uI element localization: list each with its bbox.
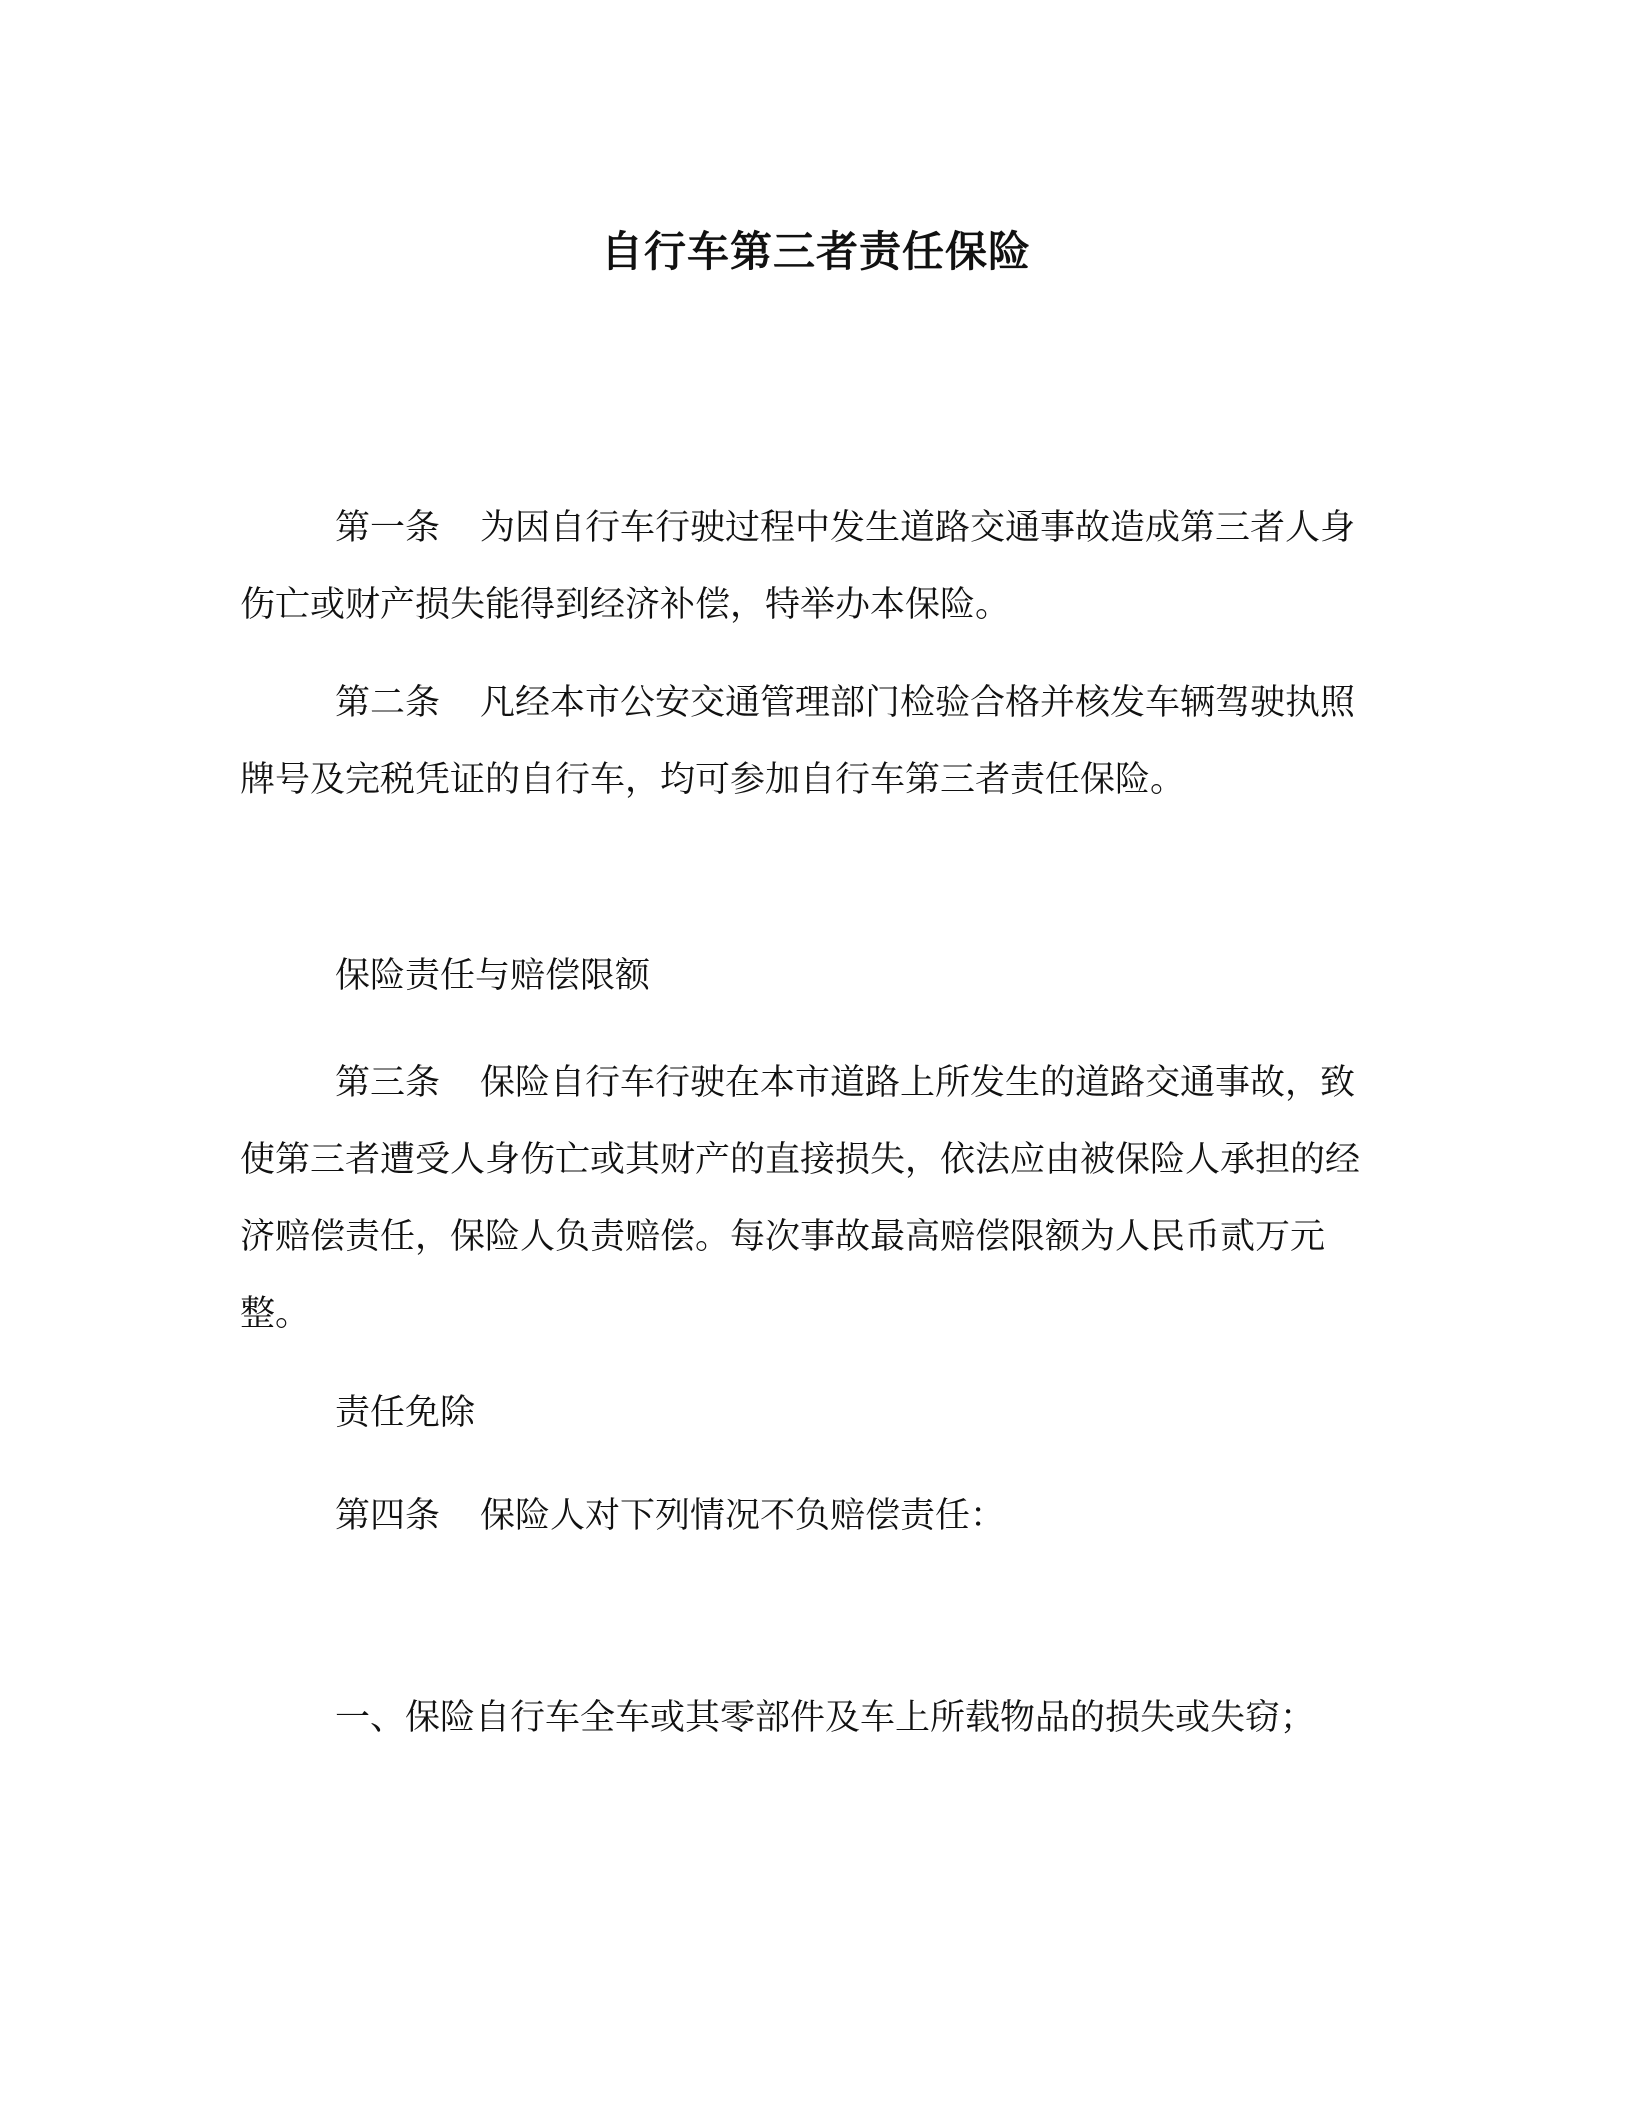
article-2-text: 凡经本市公安交通管理部门检验合格并核发车辆驾驶执照牌号及完税凭证的自行车，均可参加自行车第三者责任保险。	[240, 683, 1356, 800]
article-2-number: 第二条	[335, 683, 441, 723]
article-3-number: 第三条	[335, 1063, 441, 1103]
exemption-item-1: 一、保险自行车全车或其零部件及车上所载物品的损失或失窃；	[335, 1698, 1316, 1738]
article-4-text: 保险人对下列情况不负赔偿责任：	[480, 1496, 1006, 1536]
article-3-text: 保险自行车行驶在本市道路上所发生的道路交通事故，致使第三者遭受人身伤亡或其财产的直接损失，依法应由被保险人承担的经济赔偿责任，保险人负责赔偿。每次事故最高赔偿限额为人民币贰万元整。	[240, 1063, 1361, 1334]
article-4	[335, 1478, 1005, 1555]
article-1-text: 为因自行车行驶过程中发生道路交通事故造成第三者人身伤亡或财产损失能得到经济补偿，特举办本保险。	[240, 508, 1356, 625]
article-2	[240, 665, 1380, 819]
article-1	[240, 490, 1380, 644]
section-heading-exemption: 责任免除	[335, 1393, 476, 1433]
section-heading-liability: 保险责任与赔偿限额	[335, 956, 651, 996]
document-title: 自行车第三者责任保险	[600, 227, 1031, 276]
article-1-number: 第一条	[335, 508, 441, 548]
article-4-number: 第四条	[335, 1496, 441, 1536]
article-3	[240, 1045, 1380, 1353]
